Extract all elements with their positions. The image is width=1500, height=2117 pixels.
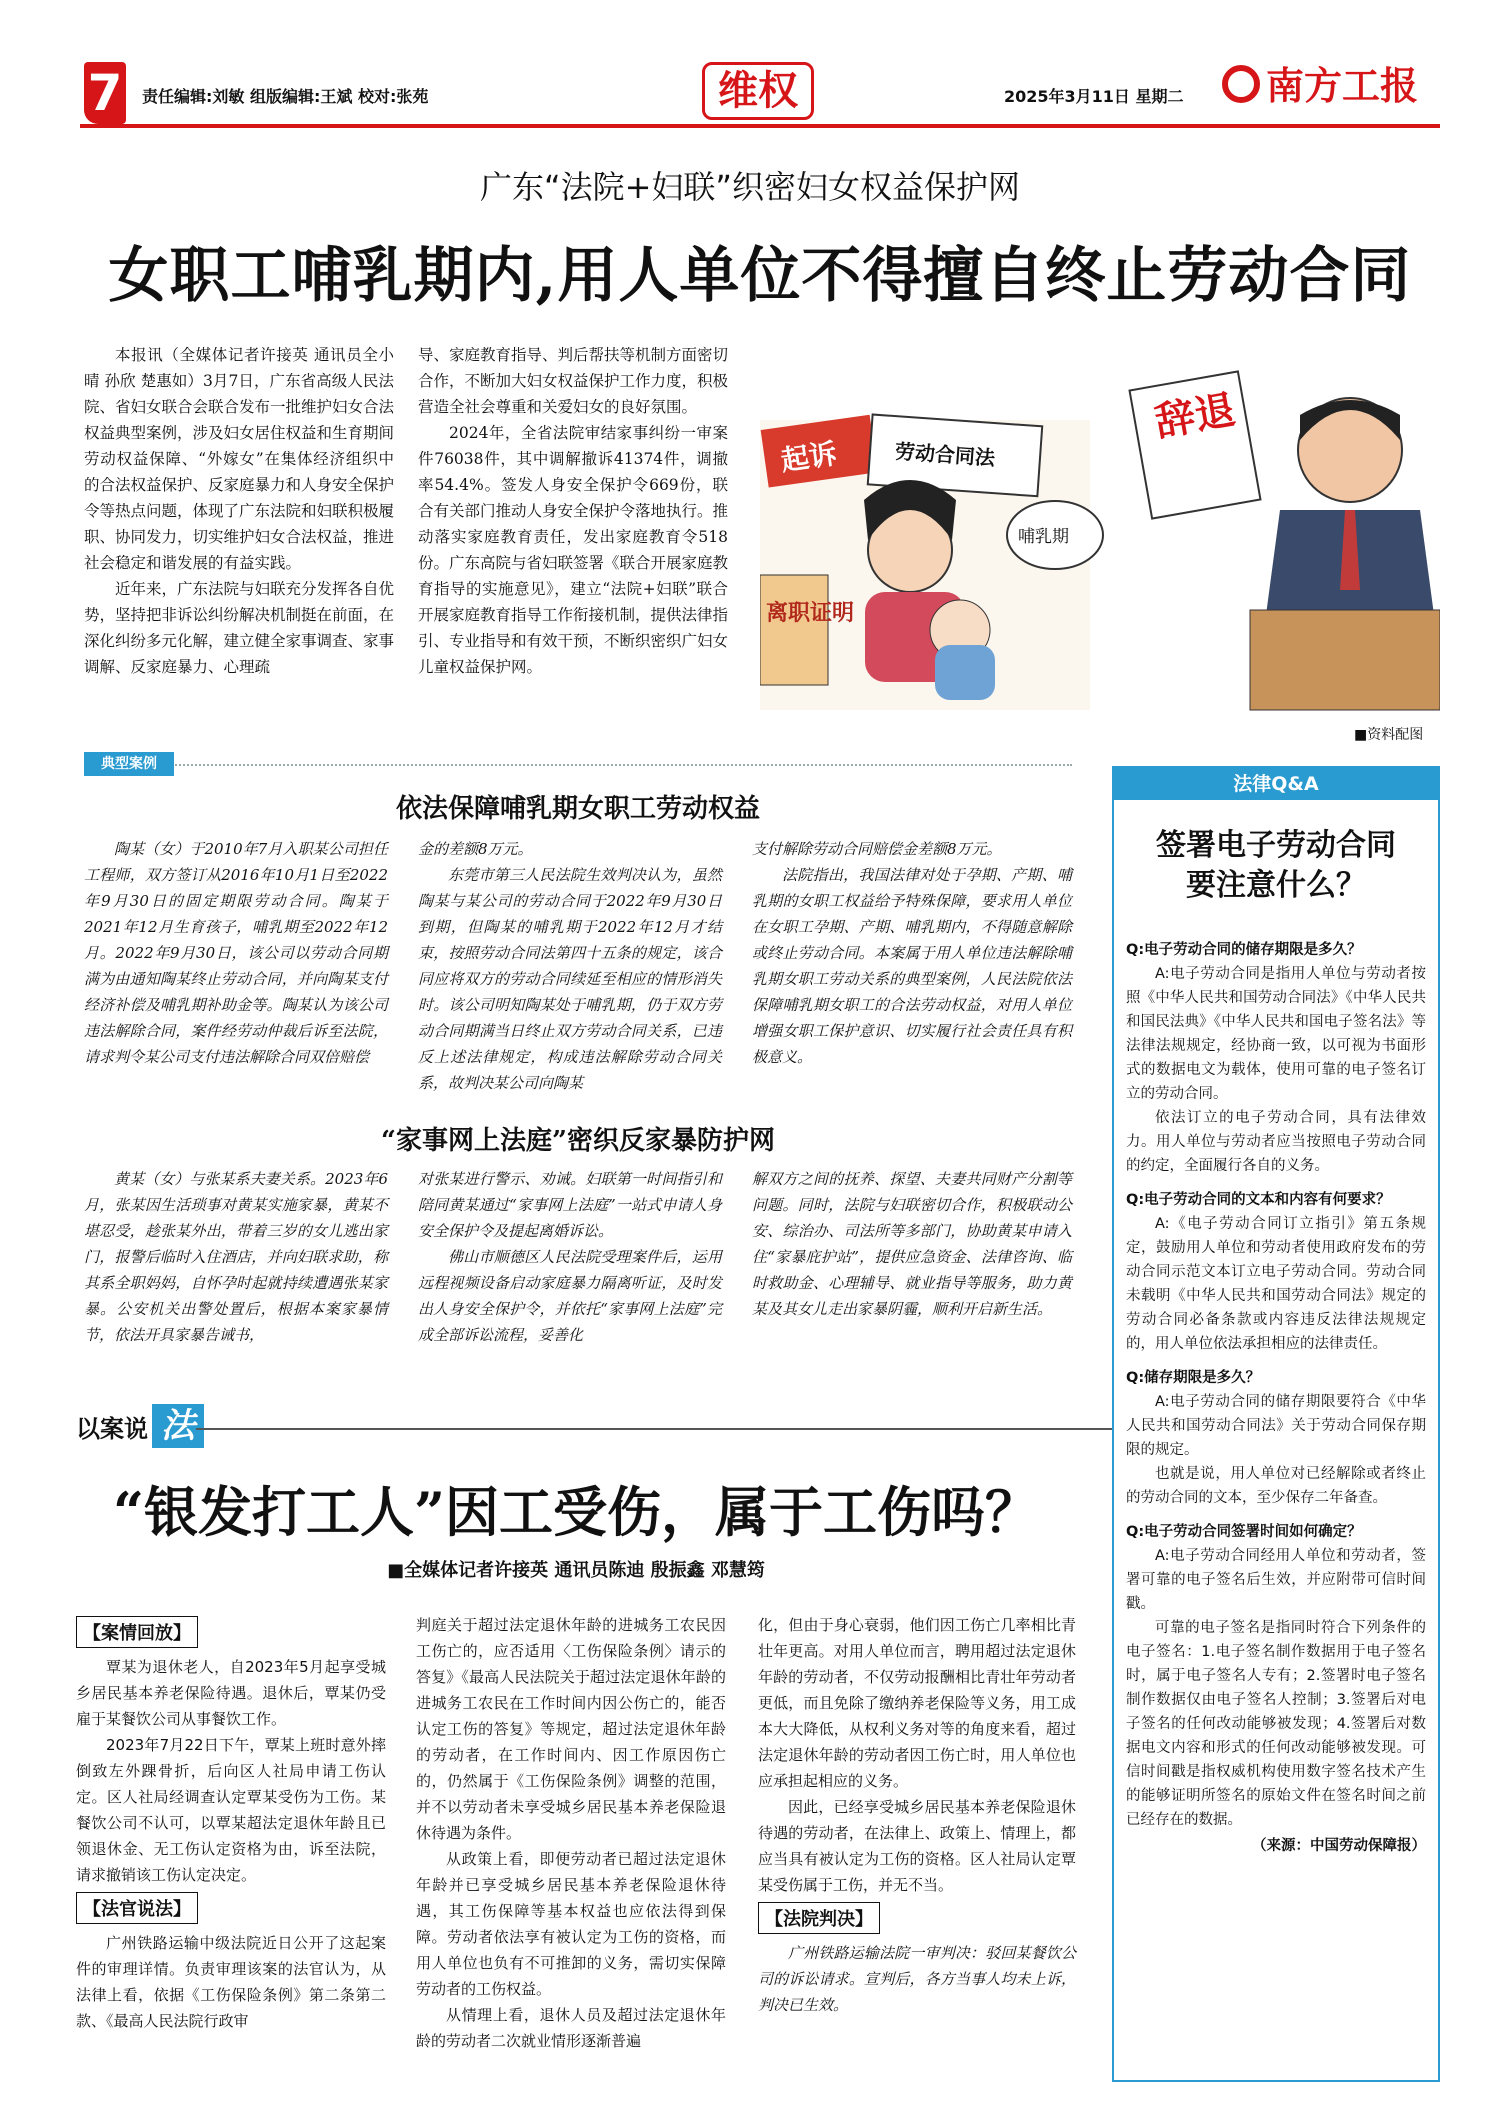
case2-paragraph: 黄某（女）与张某系夫妻关系。2023年6月，张某因生活琐事对黄某实施家暴，黄某不堪忍受，趁张某外出，带着三岁的女儿逃出家门，报警后临时入住酒店，并向妇联求助，称其系全职妈妈，自怀孕时起就持续遭遇张某家暴。公安机关出警处置后，根据本案家暴情节，依法开具家暴告诫书， <box>84 1170 388 1344</box>
law-case-paragraph: 判庭关于超过法定退休年龄的进城务工农民因工伤亡的，应否适用〈工伤保险条例〉请示的答复》《最高人民法院关于超过法定退休年龄的进城务工农民在工作时间内因公伤亡的，能否认定工伤的答复》等规定，超过法定退休年龄的劳动者，在工作时间内、因工作原因伤亡的，仍然属于《工伤保险条例》调整的范围，并不以劳动者未享受城乡居民基本养老保险退休待遇为条件。 <box>416 1616 726 1842</box>
law-case-byline: ■全媒体记者许接英 通讯员陈迪 殷振鑫 邓慧筠 <box>387 1560 765 1581</box>
qa-answer: 可靠的电子签名是指同时符合下列条件的电子签名：1.电子签名制作数据用于电子签名时，属于电子签名人专有；2.签署时电子签名制作数据仅由电子签名人控制；3.签署后对电子签名的任何改动能够被发现；4.签署后对数据电文内容和形式的任何改动能够被发现。可信时间戳是指权威机构使用数字签名技术产生的能够证明所签名的原始文件在签名时间之前已经存在的数据。 <box>1126 1620 1426 1828</box>
law-case-fa-badge: 法 <box>152 1404 204 1448</box>
case2-paragraph: 解双方之间的抚养、探望、夫妻共同财产分割等问题。同时，法院与妇联密切合作，积极联动公安、综治办、司法所等多部门，协助黄某申请入住“家暴庇护站”，提供应急资金、法律咨询、临时救助金、心理辅导、就业指导等服务，助力黄某及其女儿走出家暴阴霾，顺利开启新生活。 <box>752 1170 1072 1318</box>
law-case-paragraph: 广州铁路运输中级法院近日公开了这起案件的审理详情。负责审理该案的法官认为，从法律上看，依据《工伤保险条例》第二条第二款、《最高人民法院行政审 <box>76 1934 386 2030</box>
case2-column-3 <box>752 1166 1072 1322</box>
legal-qa-sidebar <box>1112 766 1440 2082</box>
law-case-paragraph: 从情理上看，退休人员及超过法定退休年龄的劳动者二次就业情形逐渐普遍 <box>416 2006 726 2050</box>
qa-answer: 也就是说，用人单位对已经解除或者终止的劳动合同的文本，至少保存二年备查。 <box>1126 1466 1426 1506</box>
baby-blanket <box>935 645 995 700</box>
logo-emblem-icon <box>1222 65 1260 103</box>
speech-bubble-text: 哺乳期 <box>1018 527 1069 547</box>
qa-answer: 依法订立的电子劳动合同，具有法律效力。用人单位与劳动者应当按照电子劳动合同的约定，全面履行各自的义务。 <box>1126 1110 1426 1174</box>
law-case-paragraph: 广州铁路运输法院一审判决：驳回某餐饮公司的诉讼请求。宣判后，各方当事人均未上诉，判决已生效。 <box>758 1944 1076 2014</box>
case1-paragraph: 东莞市第三人民法院生效判决认为，虽然陶某与某公司的劳动合同于2022年9月30日到期，但陶某的哺乳期于2022年12月才结束，按照劳动合同法第四十五条的规定，该合同应将双方的劳动合同续延至相应的情形消失时。该公司明知陶某处于哺乳期，仍于双方劳动合同期满当日终止双方劳动合同关系，已违反上述法律规定，构成违法解除劳动合同关系，故判决某公司向陶某 <box>418 866 722 1092</box>
sue-sign-text: 起诉 <box>778 436 839 478</box>
resignation-paper <box>760 575 828 685</box>
case2-paragraph: 对张某进行警示、劝诫。妇联第一时间指引和陪同黄某通过“家事网上法庭”一站式申请人身安全保护令及提起离婚诉讼。 <box>418 1170 722 1240</box>
law-case-paragraph: 从政策上看，即便劳动者已超过法定退休年龄并已享受城乡居民基本养老保险退休待遇，其工伤保障等基本权益也应依法得到保障。劳动者依法享有被认定为工伤的资格，而用人单位也负有不可推卸的义务，需切实保障劳动者的工伤权益。 <box>416 1850 726 1998</box>
law-case-paragraph: 化，但由于身心衰弱，他们因工伤亡几率相比青壮年更高。对用人单位而言，聘用超过法定退休年龄的劳动者，不仅劳动报酬相比青壮年劳动者更低，而且免除了缴纳养老保险等义务，用工成本大大降低，从权利义务对等的角度来看，超过法定退休年龄的劳动者因工伤亡时，用人单位也应承担起相应的义务。 <box>758 1616 1076 1790</box>
case1-paragraph: 法院指出，我国法律对处于孕期、产期、哺乳期的女职工权益给予特殊保障，要求用人单位在女职工孕期、产期、哺乳期内，不得随意解除或终止劳动合同。本案属于用人单位违法解除哺乳期女职工劳动关系的典型案例，人民法院依法保障哺乳期女职工的合法劳动权益，对用人单位增强女职工保护意识、切实履行社会责任具有积极意义。 <box>752 866 1072 1066</box>
qa-body <box>1126 928 1426 1858</box>
qa-source: （来源：中国劳动保障报） <box>1252 1838 1426 1854</box>
logo-text: 南方工报 <box>1266 63 1419 108</box>
case1-title: 依法保障哺乳期女职工劳动权益 <box>395 794 760 824</box>
resignation-paper-text: 离职证明 <box>766 601 855 626</box>
typical-case-tag: 典型案例 <box>84 752 174 776</box>
law-case-column-3 <box>758 1612 1076 2018</box>
law-case-paragraph: 因此，已经享受城乡居民基本养老保险退休待遇的劳动者，在法律上、政策上、情理上，都应当具有被认定为工伤的资格。区人社局认定覃某受伤属于工伤，并无不当。 <box>758 1798 1076 1894</box>
page-header <box>0 0 1500 130</box>
case1-paragraph: 金的差额8万元。 <box>418 840 533 858</box>
lead-column-2 <box>418 342 728 680</box>
judge-says-heading: 【法官说法】 <box>76 1892 198 1924</box>
qa-header: 法律Q&A <box>1114 768 1438 800</box>
case-review-heading: 【案情回放】 <box>76 1616 198 1648</box>
issue-date: 2025年3月11日 星期二 <box>1004 87 1184 106</box>
qa-question: Q:电子劳动合同的储存期限是多久？ <box>1126 942 1362 958</box>
case1-paragraph: 支付解除劳动合同赔偿金差额8万元。 <box>752 840 1002 858</box>
lead-headline: 女职工哺乳期内,用人单位不得擅自终止劳动合同 <box>108 241 1412 311</box>
law-case-label: 以案说 <box>76 1414 148 1443</box>
boss-desk <box>1250 610 1440 710</box>
qa-question: Q:电子劳动合同的文本和内容有何要求？ <box>1126 1192 1391 1208</box>
law-case-rule <box>196 1428 1148 1430</box>
case2-column-1 <box>84 1166 388 1348</box>
qa-answer: A:电子劳动合同的储存期限要符合《中华人民共和国劳动合同法》关于劳动合同保存期限的规定。 <box>1126 1394 1426 1458</box>
lead-paragraph: 2024年，全省法院审结家事纠纷一审案件76038件，其中调解撤诉41374件，调撤率54.4%。签发人身安全保护令669份，联合有关部门推动人身安全保护令落地执行。推动落实家庭教育责任，发出家庭教育令518份。广东高院与省妇联签署《联合开展家庭教育指导的实施意见》，建立“法院+妇联”联合开展家庭教育指导工作衔接机制，提供法律指引、专业指导和有效干预，不断织密织广妇女儿童权益保护网。 <box>418 424 729 676</box>
qa-title <box>1114 826 1438 906</box>
lead-illustration <box>760 360 1440 720</box>
law-case-banner <box>76 1404 1076 1448</box>
lead-paragraph: 本报讯（全媒体记者许接英 通讯员全小晴 孙欣 楚惠如）3月7日，广东省高级人民法院、省妇女联合会联合发布一批维护妇女合法权益典型案例，涉及妇女居住权益和生育期间劳动权益保障、“外嫁女”在集体经济组织中的合法权益保护、反家庭暴力和人身安全保护令等热点问题，体现了广东法院和妇联积极履职、协同发力，切实维护妇女合法权益，推进社会稳定和谐发展的有益实践。 <box>84 346 395 572</box>
lead-column-1 <box>84 342 394 680</box>
editor-credits: 责任编辑:刘敏 组版编辑:王斌 校对:张苑 <box>142 87 429 106</box>
case2-column-2 <box>418 1166 722 1348</box>
lead-paragraph: 导、家庭教育指导、判后帮扶等机制方面密切合作，不断加大妇女权益保护工作力度，积极营造全社会尊重和关爱妇女的良好氛围。 <box>418 346 729 416</box>
qa-answer: A:电子劳动合同经用人单位和劳动者，签署可靠的电子签名后生效，并应附带可信时间戳。 <box>1126 1548 1426 1612</box>
qa-question: Q:电子劳动合同签署时间如何确定？ <box>1126 1524 1362 1540</box>
case1-column-3 <box>752 836 1072 1070</box>
qa-question: Q:储存期限是多久？ <box>1126 1370 1261 1386</box>
qa-title-line: 要注意什么？ <box>1186 868 1366 903</box>
law-case-paragraph: 覃某为退休老人，自2023年5月起享受城乡居民基本养老保险待遇。退休后，覃某仍受雇于某餐饮公司从事餐饮工作。 <box>76 1658 386 1728</box>
law-case-column-1 <box>76 1612 386 2034</box>
lead-kicker: 广东“法院+妇联”织密妇女权益保护网 <box>480 168 1020 206</box>
case1-column-2 <box>418 836 722 1096</box>
dismissal-text: 辞退 <box>1151 386 1239 447</box>
law-case-paragraph: 2023年7月22日下午，覃某上班时意外摔倒致左外踝骨折，后向区人社局申请工伤认定。区人社局经调查认定覃某受伤为工伤。某餐饮公司不认可，以覃某超法定退休年龄且已领退休金、无工伤认定资格为由，诉至法院，请求撤销该工伤认定决定。 <box>76 1736 386 1884</box>
section-label: 维权 <box>702 62 814 120</box>
newspaper-logo <box>1222 60 1434 112</box>
case2-title: “家事网上法庭”密织反家暴防护网 <box>381 1126 775 1156</box>
section-divider <box>84 764 1072 766</box>
law-case-column-2 <box>416 1612 726 2054</box>
case2-paragraph: 佛山市顺德区人民法院受理案件后，运用远程视频设备启动家庭暴力隔离听证，及时发出人身安全保护令，并依托“家事网上法庭”完成全部诉讼流程，妥善化 <box>418 1248 722 1344</box>
court-ruling-heading: 【法院判决】 <box>758 1902 880 1934</box>
law-case-headline: “银发打工人”因工受伤，属于工伤吗？ <box>112 1480 1040 1544</box>
qa-title-line: 签署电子劳动合同 <box>1156 828 1396 863</box>
lead-paragraph: 近年来，广东法院与妇联充分发挥各自优势，坚持把非诉讼纠纷解决机制挺在前面，在深化纠纷多元化解，建立健全家事调查、家事调解、反家庭暴力、心理疏 <box>84 580 395 676</box>
qa-answer: A:电子劳动合同是指用人单位与劳动者按照《中华人民共和国劳动合同法》《中华人民共和国民法典》《中华人民共和国电子签名法》等法律法规规定，经协商一致，以可视为书面形式的数据电文为载体，使用可靠的电子签名订立的劳动合同。 <box>1126 966 1426 1102</box>
case1-paragraph: 陶某（女）于2010年7月入职某公司担任工程师，双方签订从2016年10月1日至2022年9月30日的固定期限劳动合同。陶某于2021年12月生育孩子，哺乳期至2022年12月。2022年9月30日，该公司以劳动合同期满为由通知陶某终止劳动合同，并向陶某支付经济补偿及哺乳期补助金等。陶某认为该公司违法解除合同，案件经劳动仲裁后诉至法院，请求判令某公司支付违法解除合同双倍赔偿 <box>84 840 388 1066</box>
image-credit: ■资料配图 <box>1354 727 1424 743</box>
page-number: 7 <box>84 62 126 124</box>
case1-column-1 <box>84 836 388 1070</box>
header-rule <box>80 124 1440 128</box>
labor-law-book-text: 劳动合同法 <box>894 439 996 471</box>
qa-answer: A:《电子劳动合同订立指引》第五条规定，鼓励用人单位和劳动者使用政府发布的劳动合同示范文本订立电子劳动合同。劳动合同未载明《中华人民共和国劳动合同法》规定的劳动合同必备条款或内容违反法律法规规定的，用人单位依法承担相应的法律责任。 <box>1126 1216 1426 1352</box>
